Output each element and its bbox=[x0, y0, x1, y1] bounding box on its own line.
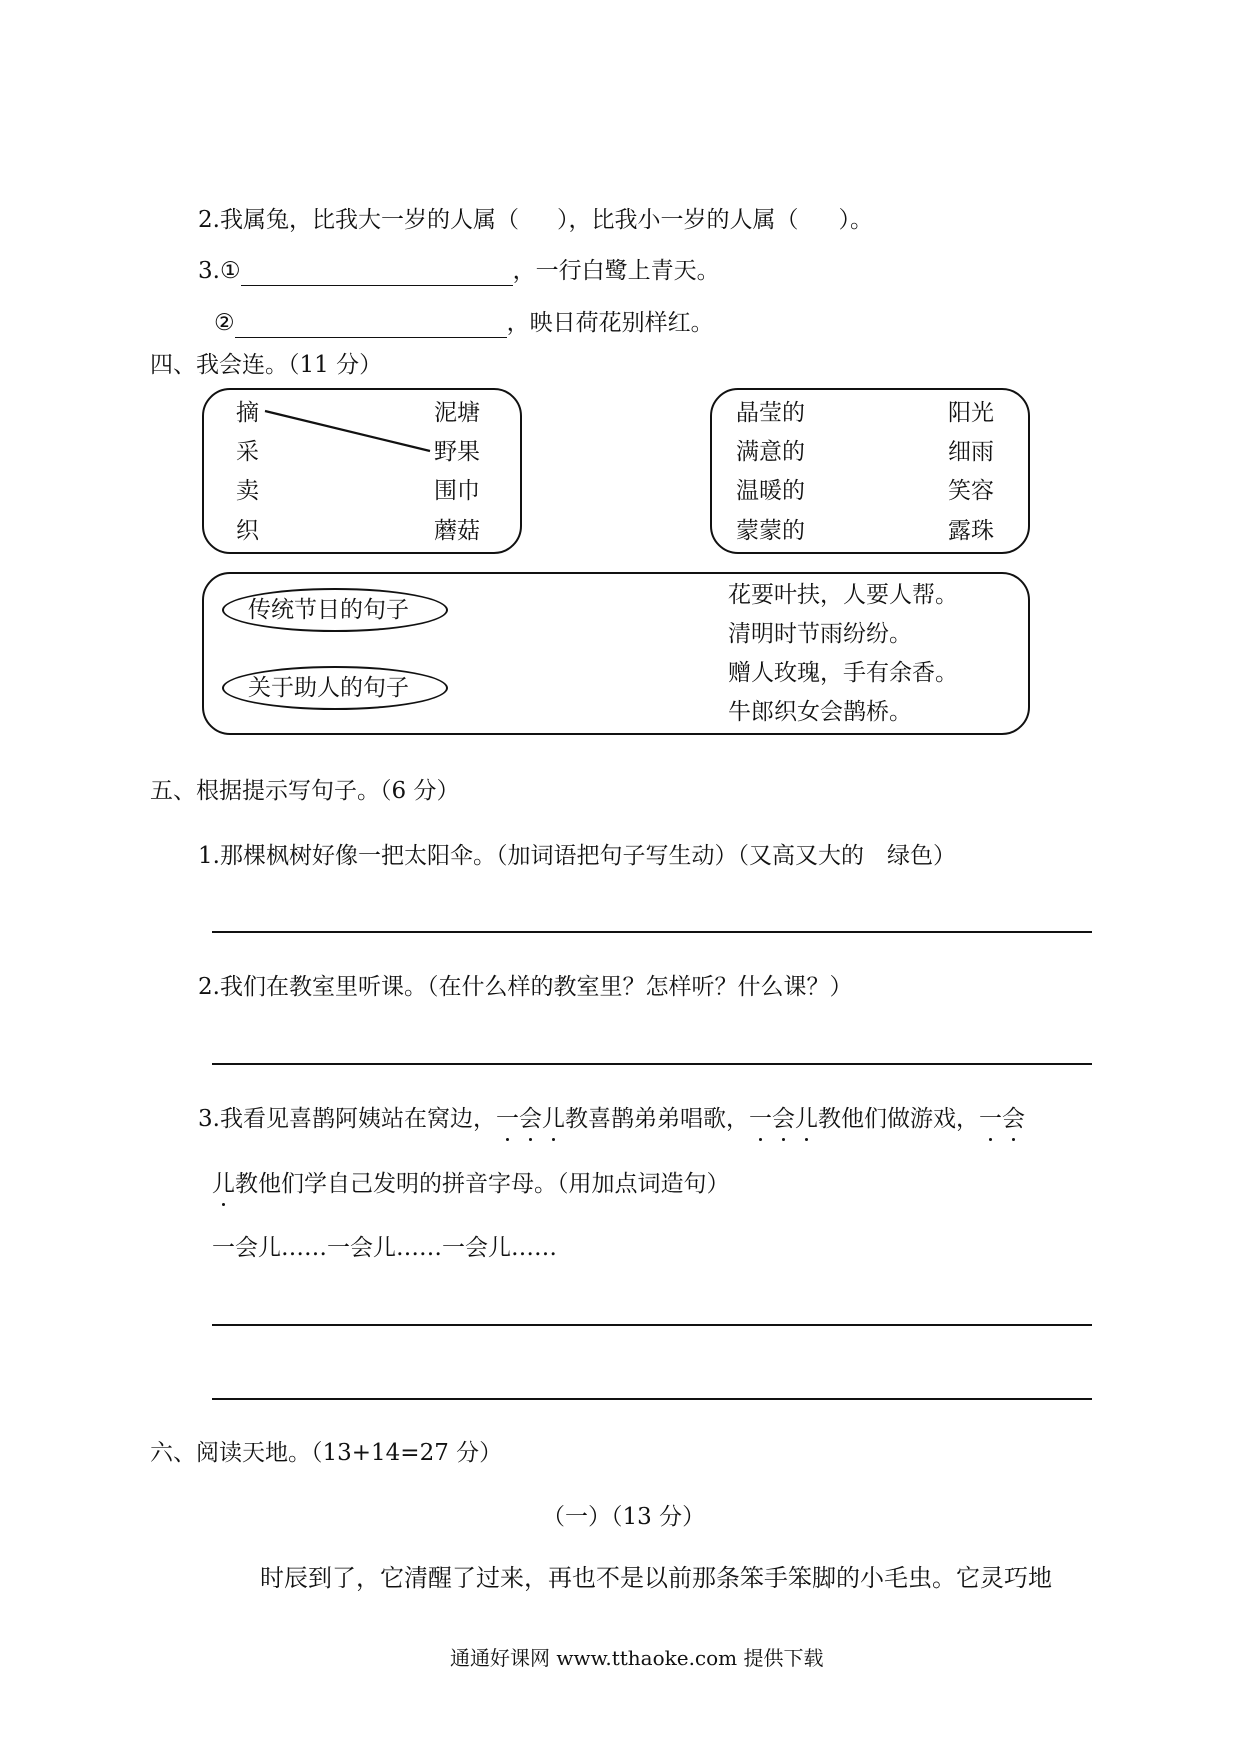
category-label: 传统节日的句子 bbox=[248, 597, 409, 623]
match-right-item[interactable]: 野果 bbox=[434, 439, 480, 465]
sentence-item[interactable]: 清明时节雨纷纷。 bbox=[728, 621, 912, 647]
sentence-item[interactable]: 赠人玫瑰，手有余香。 bbox=[728, 660, 958, 686]
q3-item3-1: 3.① ，一行白鹭上青天。 bbox=[198, 258, 720, 284]
match-left-item[interactable]: 蒙蒙的 bbox=[736, 518, 805, 544]
q5-item3-line1: 3.我看见喜鹊阿姨站在窝边，一会儿教喜鹊弟弟唱歌，一会儿教他们做游戏，一会 bbox=[198, 1106, 1025, 1132]
q6-subtitle: （一）（13 分） bbox=[542, 1504, 706, 1530]
dotted-word: 一会儿 bbox=[495, 1106, 565, 1132]
q4-title: 四、我会连。（11 分） bbox=[150, 352, 383, 378]
dotted-word: 一会儿 bbox=[748, 1106, 818, 1132]
dotted-char: 儿 bbox=[212, 1171, 235, 1197]
match-left-item[interactable]: 晶莹的 bbox=[736, 400, 805, 426]
match-right-item[interactable]: 蘑菇 bbox=[434, 518, 480, 544]
q5-title: 五、根据提示写句子。（6 分） bbox=[150, 778, 460, 804]
match-left-item[interactable]: 摘 bbox=[236, 400, 259, 426]
q3-item2: 2.我属兔，比我大一岁的人属（ ），比我小一岁的人属（ ）。 bbox=[198, 207, 873, 233]
answer-line[interactable] bbox=[212, 1063, 1092, 1065]
q5-item2: 2.我们在教室里听课。（在什么样的教室里？怎样听？什么课？） bbox=[198, 974, 853, 1000]
match-right-item[interactable]: 露珠 bbox=[948, 518, 994, 544]
match-right-item[interactable]: 细雨 bbox=[948, 439, 994, 465]
match-right-item[interactable]: 围巾 bbox=[434, 478, 480, 504]
q6-paragraph: 时辰到了，它清醒了过来，再也不是以前那条笨手笨脚的小毛虫。它灵巧地 bbox=[260, 1564, 1052, 1592]
dotted-word: 一会 bbox=[978, 1106, 1025, 1132]
match-left-item[interactable]: 温暖的 bbox=[736, 478, 805, 504]
sentence-item[interactable]: 花要叶扶，人要人帮。 bbox=[728, 582, 958, 608]
answer-line[interactable] bbox=[212, 1398, 1092, 1400]
page-footer: 通通好课网 www.tthaoke.com 提供下载 bbox=[450, 1646, 824, 1670]
sentence-item[interactable]: 牛郎织女会鹊桥。 bbox=[728, 699, 912, 725]
q3-item3-2: ② ，映日荷花别样红。 bbox=[214, 310, 714, 336]
category-label: 关于助人的句子 bbox=[248, 675, 409, 701]
match-right-item[interactable]: 泥塘 bbox=[434, 400, 480, 426]
q6-title: 六、阅读天地。（13+14=27 分） bbox=[150, 1440, 503, 1466]
answer-line[interactable] bbox=[212, 1324, 1092, 1326]
match-left-item[interactable]: 卖 bbox=[236, 478, 259, 504]
q5-item3-pattern: 一会儿……一会儿……一会儿…… bbox=[212, 1235, 557, 1261]
match-left-item[interactable]: 满意的 bbox=[736, 439, 805, 465]
match-left-item[interactable]: 采 bbox=[236, 439, 259, 465]
match-right-item[interactable]: 笑容 bbox=[948, 478, 994, 504]
answer-line[interactable] bbox=[212, 931, 1092, 933]
q5-item3-line2: 儿教他们学自己发明的拼音字母。（用加点词造句） bbox=[212, 1171, 730, 1197]
q5-item1: 1.那棵枫树好像一把太阳伞。（加词语把句子写生动）（又高又大的 绿色） bbox=[198, 843, 956, 869]
match-right-item[interactable]: 阳光 bbox=[948, 400, 994, 426]
match-left-item[interactable]: 织 bbox=[236, 518, 259, 544]
